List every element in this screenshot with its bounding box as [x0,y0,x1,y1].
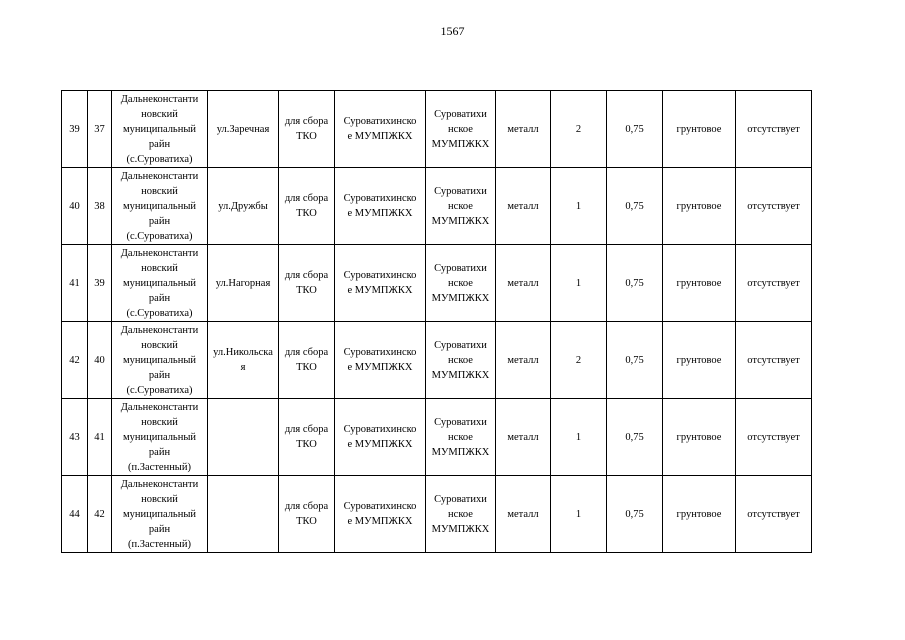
container-count-cell: 2 [551,91,607,168]
purpose-cell: для сбора ТКО [279,399,335,476]
material-cell: металл [496,399,551,476]
operator-cell: Суроватихи нское МУМПЖКХ [426,476,496,553]
fence-cell: отсутствует [736,91,812,168]
table-row [62,399,812,476]
purpose-cell: для сбора ТКО [279,91,335,168]
operator-cell: Суроватихи нское МУМПЖКХ [426,91,496,168]
operator-cell: Суроватихи нское МУМПЖКХ [426,245,496,322]
owner-cell: Суроватихинско е МУМПЖКХ [335,476,426,553]
operator-cell: Суроватихи нское МУМПЖКХ [426,322,496,399]
surface-cell: грунтовое [663,245,736,322]
street-cell: ул.Нагорная [208,245,279,322]
fence-cell: отсутствует [736,476,812,553]
row-subnumber: 39 [88,245,112,322]
container-count-cell: 1 [551,168,607,245]
street-cell: ул.Никольска я [208,322,279,399]
container-volume-cell: 0,75 [607,476,663,553]
street-cell [208,476,279,553]
street-cell: ул.Заречная [208,91,279,168]
row-number: 42 [62,322,88,399]
surface-cell: грунтовое [663,476,736,553]
district-cell: Дальнеконстанти новский муниципальный райн (п.Застенный) [112,476,208,553]
container-volume-cell: 0,75 [607,245,663,322]
row-number: 44 [62,476,88,553]
operator-cell: Суроватихи нское МУМПЖКХ [426,168,496,245]
owner-cell: Суроватихинско е МУМПЖКХ [335,399,426,476]
container-count-cell: 2 [551,322,607,399]
surface-cell: грунтовое [663,91,736,168]
surface-cell: грунтовое [663,168,736,245]
purpose-cell: для сбора ТКО [279,245,335,322]
row-subnumber: 42 [88,476,112,553]
fence-cell: отсутствует [736,399,812,476]
container-volume-cell: 0,75 [607,91,663,168]
table-row [62,322,812,399]
row-subnumber: 40 [88,322,112,399]
owner-cell: Суроватихинско е МУМПЖКХ [335,245,426,322]
fence-cell: отсутствует [736,168,812,245]
district-cell: Дальнеконстанти новский муниципальный райн (с.Суроватиха) [112,245,208,322]
street-cell [208,399,279,476]
material-cell: металл [496,322,551,399]
row-number: 43 [62,399,88,476]
row-number: 40 [62,168,88,245]
owner-cell: Суроватихинско е МУМПЖКХ [335,91,426,168]
material-cell: металл [496,245,551,322]
district-cell: Дальнеконстанти новский муниципальный райн (с.Суроватиха) [112,322,208,399]
container-volume-cell: 0,75 [607,399,663,476]
fence-cell: отсутствует [736,245,812,322]
district-cell: Дальнеконстанти новский муниципальный райн (с.Суроватиха) [112,91,208,168]
material-cell: металл [496,91,551,168]
row-subnumber: 41 [88,399,112,476]
material-cell: металл [496,476,551,553]
purpose-cell: для сбора ТКО [279,476,335,553]
street-cell: ул.Дружбы [208,168,279,245]
row-subnumber: 37 [88,91,112,168]
material-cell: металл [496,168,551,245]
surface-cell: грунтовое [663,322,736,399]
purpose-cell: для сбора ТКО [279,322,335,399]
purpose-cell: для сбора ТКО [279,168,335,245]
district-cell: Дальнеконстанти новский муниципальный райн (с.Суроватиха) [112,168,208,245]
table-row [62,168,812,245]
fence-cell: отсутствует [736,322,812,399]
page-number: 1567 [440,24,465,38]
row-subnumber: 38 [88,168,112,245]
owner-cell: Суроватихинско е МУМПЖКХ [335,168,426,245]
table-row [62,91,812,168]
district-cell: Дальнеконстанти новский муниципальный райн (п.Застенный) [112,399,208,476]
owner-cell: Суроватихинско е МУМПЖКХ [335,322,426,399]
container-volume-cell: 0,75 [607,322,663,399]
container-volume-cell: 0,75 [607,168,663,245]
container-count-cell: 1 [551,399,607,476]
waste-site-table [61,90,812,553]
operator-cell: Суроватихи нское МУМПЖКХ [426,399,496,476]
table-row [62,245,812,322]
row-number: 41 [62,245,88,322]
table-row [62,476,812,553]
container-count-cell: 1 [551,245,607,322]
row-number: 39 [62,91,88,168]
surface-cell: грунтовое [663,399,736,476]
container-count-cell: 1 [551,476,607,553]
